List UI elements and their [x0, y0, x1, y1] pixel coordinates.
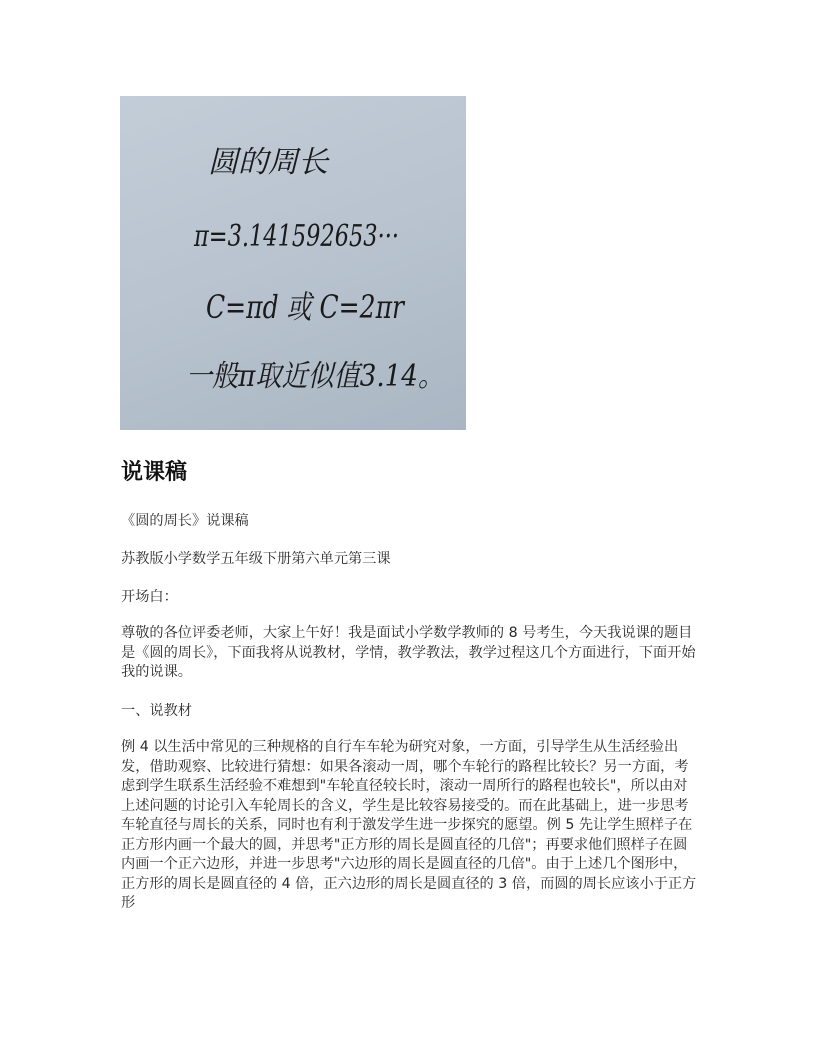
- textbook-paragraph: 例 4 以生活中常见的三种规格的自行车车轮为研究对象，一方面，引导学生从生活经验出发，借助观察、比较进行猜想：如果各滚动一周，哪个车轮行的路程比较长？另一方面，考虑到学生联系生活经验不难想到"车轮直径较长时，滚动一周所行的路程也较长"，所以由对上述问题的讨论引入车轮周长的含义，学生是比较容易接受的。而在此基础上，进一步思考车轮直径与周长的关系，同时也有利于激发学生进一步探究的愿望。例 5 先让学生照样子在正方形内画一个最大的圆，并思考"正方形的周长是圆直径的几倍"；再要求他们照样子在圆内画一个正六边形，并进一步思考"六边形的周长是圆直径的几倍"。由于上述几个图形中，正方形的周长是圆直径的 4 倍，正六边形的周长是圆直径的 3 倍，而圆的周长应该小于正方形: [121, 739, 697, 911]
- opening-label: 开场白：: [121, 589, 178, 605]
- photo-line-formula: C=πd 或 C=2πr: [206, 288, 406, 326]
- opening-paragraph: 尊敬的各位评委老师，大家上午好！我是面试小学数学教师的 8 号考生，今天我说课的题目是《圆的周长》，下面我将从说教材，学情，教学教法，教学过程这几个方面进行，下面开始我的说课。: [121, 625, 696, 680]
- handwritten-note-photo: [120, 96, 466, 430]
- document-title: 《圆的周长》说课稿: [121, 513, 249, 529]
- section-heading-textbook: 一、说教材: [121, 703, 192, 719]
- photo-line-pi-value: π=3.141592653···: [193, 219, 399, 254]
- handwriting-canvas: [120, 96, 466, 430]
- photo-line-title: 圆的周长: [208, 145, 328, 180]
- page-heading: 说课稿: [121, 460, 188, 485]
- photo-line-approximation: 一般π取近似值3.14。: [186, 359, 444, 394]
- course-info: 苏教版小学数学五年级下册第六单元第三课: [121, 551, 391, 567]
